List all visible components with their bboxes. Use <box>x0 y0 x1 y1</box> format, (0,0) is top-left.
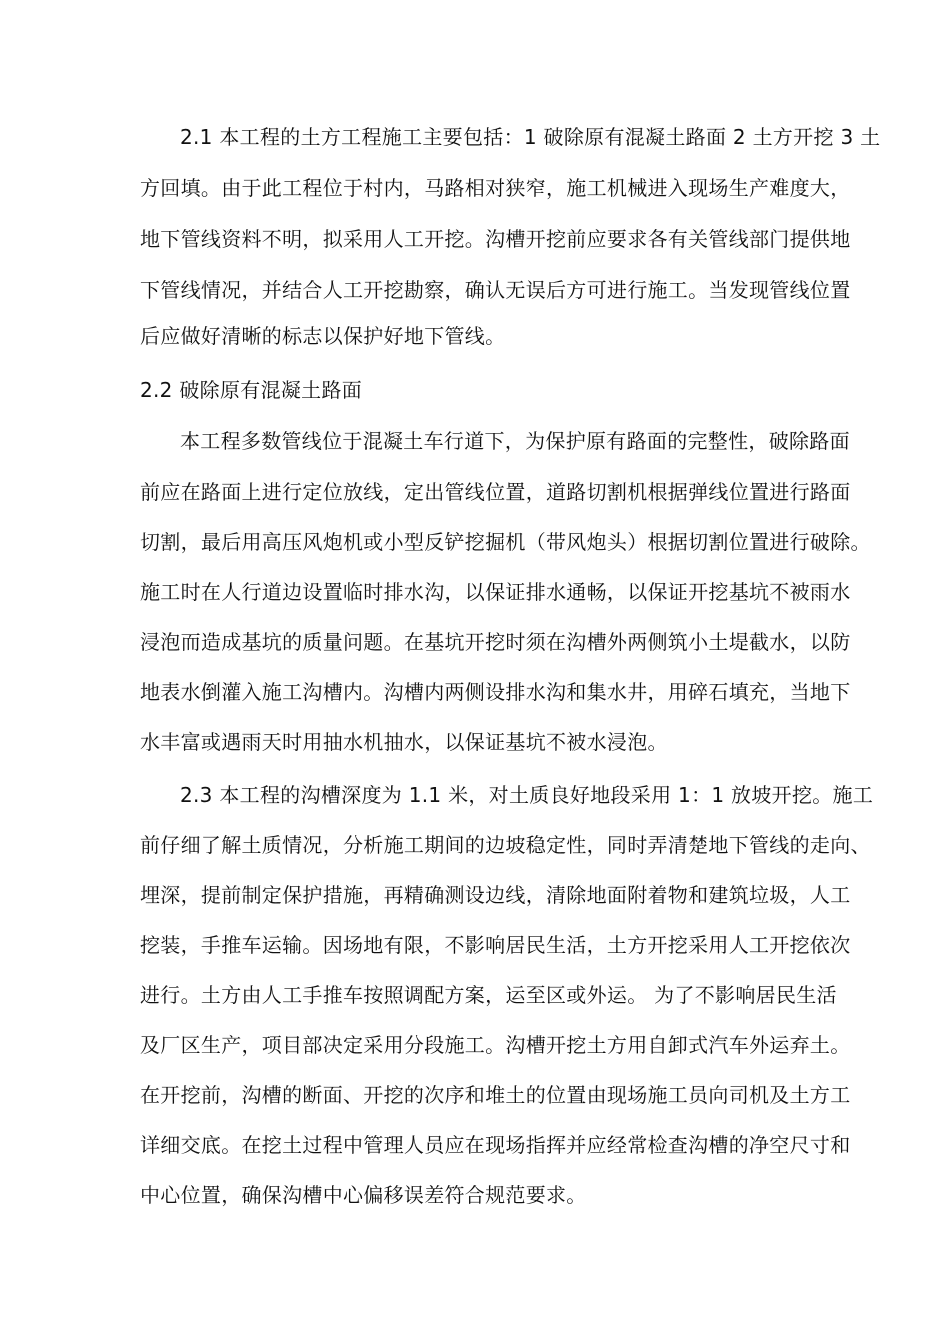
paragraph-2-2-line-6: 地表水倒灌入施工沟槽内。沟槽内两侧设排水沟和集水井，用碎石填充，当地下 <box>140 680 851 704</box>
section-heading-2-2: 2.2 破除原有混凝土路面 <box>140 378 363 402</box>
paragraph-2-2-line-7: 水丰富或遇雨天时用抽水机抽水，以保证基坑不被水浸泡。 <box>140 730 668 754</box>
paragraph-2-2-line-1: 本工程多数管线位于混凝土车行道下，为保护原有路面的完整性，破除路面 <box>180 429 850 453</box>
paragraph-2-3-line-5: 进行。土方由人工手推车按照调配方案，运至区或外运。 为了不影响居民生活 <box>140 983 837 1007</box>
paragraph-2-1-line-3: 地下管线资料不明，拟采用人工开挖。沟槽开挖前应要求各有关管线部门提供地 <box>140 227 851 251</box>
paragraph-2-1-line-1: 2.1 本工程的土方工程施工主要包括：1 破除原有混凝土路面 2 土方开挖 3 土 <box>180 125 881 149</box>
paragraph-2-1-line-4: 下管线情况，并结合人工开挖勘察，确认无误后方可进行施工。当发现管线位置 <box>140 278 851 302</box>
paragraph-2-1-line-5: 后应做好清晰的标志以保护好地下管线。 <box>140 324 506 348</box>
paragraph-2-3-line-3: 埋深，提前制定保护措施，再精确测设边线，清除地面附着物和建筑垃圾，人工 <box>140 883 851 907</box>
paragraph-2-3-line-6: 及厂区生产，项目部决定采用分段施工。沟槽开挖土方用自卸式汽车外运弃土。 <box>140 1033 851 1057</box>
paragraph-2-2-line-3: 切割，最后用高压风炮机或小型反铲挖掘机（带风炮头）根据切割位置进行破除。 <box>140 530 871 554</box>
paragraph-2-2-line-5: 浸泡而造成基坑的质量问题。在基坑开挖时须在沟槽外两侧筑小土堤截水，以防 <box>140 630 851 654</box>
paragraph-2-2-line-2: 前应在路面上进行定位放线，定出管线位置，道路切割机根据弹线位置进行路面 <box>140 480 851 504</box>
paragraph-2-3-line-9: 中心位置，确保沟槽中心偏移误差符合规范要求。 <box>140 1183 587 1207</box>
paragraph-2-3-line-8: 详细交底。在挖土过程中管理人员应在现场指挥并应经常检查沟槽的净空尺寸和 <box>140 1133 851 1157</box>
paragraph-2-3-line-2: 前仔细了解土质情况，分析施工期间的边坡稳定性，同时弄清楚地下管线的走向、 <box>140 833 871 857</box>
paragraph-2-3-line-1: 2.3 本工程的沟槽深度为 1.1 米，对土质良好地段采用 1：1 放坡开挖。施工 <box>180 783 874 807</box>
paragraph-2-3-line-7: 在开挖前，沟槽的断面、开挖的次序和堆土的位置由现场施工员向司机及土方工 <box>140 1083 851 1107</box>
paragraph-2-2-line-4: 施工时在人行道边设置临时排水沟，以保证排水通畅，以保证开挖基坑不被雨水 <box>140 580 851 604</box>
paragraph-2-1-line-2: 方回填。由于此工程位于村内，马路相对狭窄，施工机械进入现场生产难度大， <box>140 176 851 200</box>
paragraph-2-3-line-4: 挖装，手推车运输。因场地有限，不影响居民生活，土方开挖采用人工开挖依次 <box>140 933 851 957</box>
